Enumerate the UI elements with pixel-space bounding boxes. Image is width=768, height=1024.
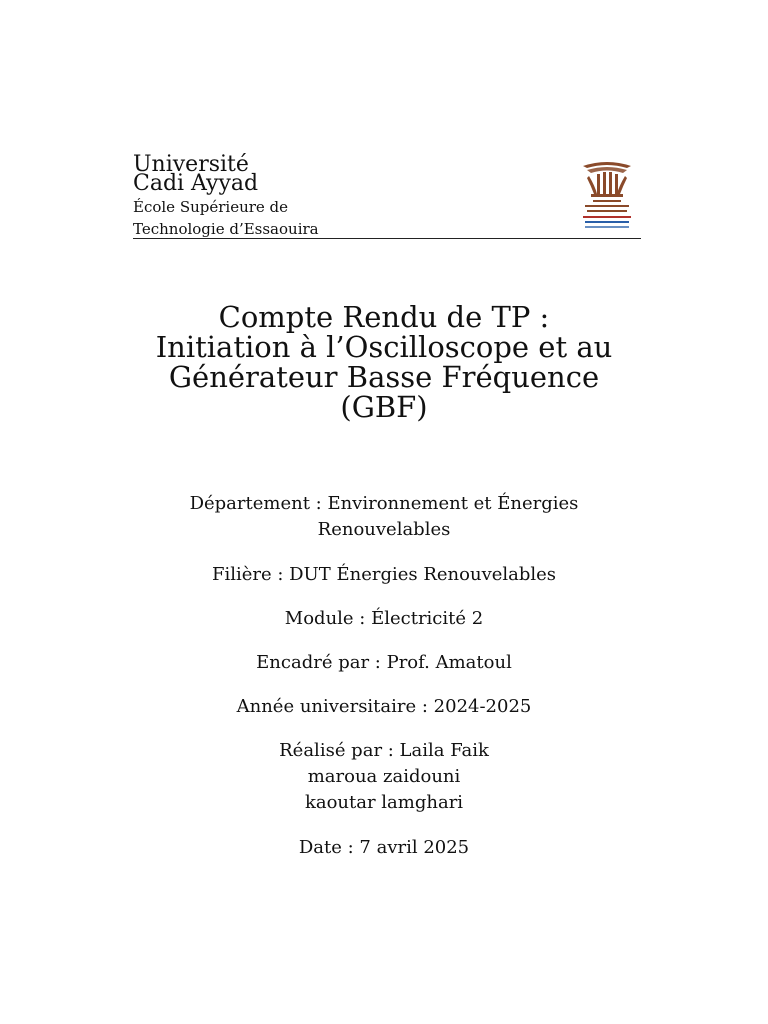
university-name-line2: Cadi Ayyad <box>133 171 259 196</box>
department <box>84 491 684 543</box>
academic-year: Année universitaire : 2024-2025 <box>236 696 532 717</box>
department-line2: Renouvelables <box>317 519 451 540</box>
school-name-line1: École Supérieure de <box>133 198 289 216</box>
title-line: Générateur Basse Fréquence <box>168 360 600 394</box>
supervisor: Encadré par : Prof. Amatoul <box>256 652 512 673</box>
module: Module : Électricité 2 <box>284 608 484 629</box>
university-logo <box>573 158 641 234</box>
university-name-line1: Université <box>133 152 249 177</box>
document-header <box>133 150 641 239</box>
report-title <box>84 302 684 422</box>
author-line: kaoutar lamghari <box>304 792 464 813</box>
authors <box>84 738 684 816</box>
date: Date : 7 avril 2025 <box>298 837 470 858</box>
title-line: Compte Rendu de TP : <box>218 300 550 334</box>
title-line: (GBF) <box>340 390 428 424</box>
filiere: Filière : DUT Énergies Renouvelables <box>211 564 557 585</box>
department-line1: Département : Environnement et Énergies <box>189 493 579 514</box>
author-line: maroua zaidouni <box>307 766 461 787</box>
author-line: Réalisé par : Laila Faik <box>279 740 489 761</box>
title-line: Initiation à l’Oscilloscope et au <box>155 330 613 364</box>
school-name-line2: Technologie d’Essaouira <box>133 220 319 238</box>
